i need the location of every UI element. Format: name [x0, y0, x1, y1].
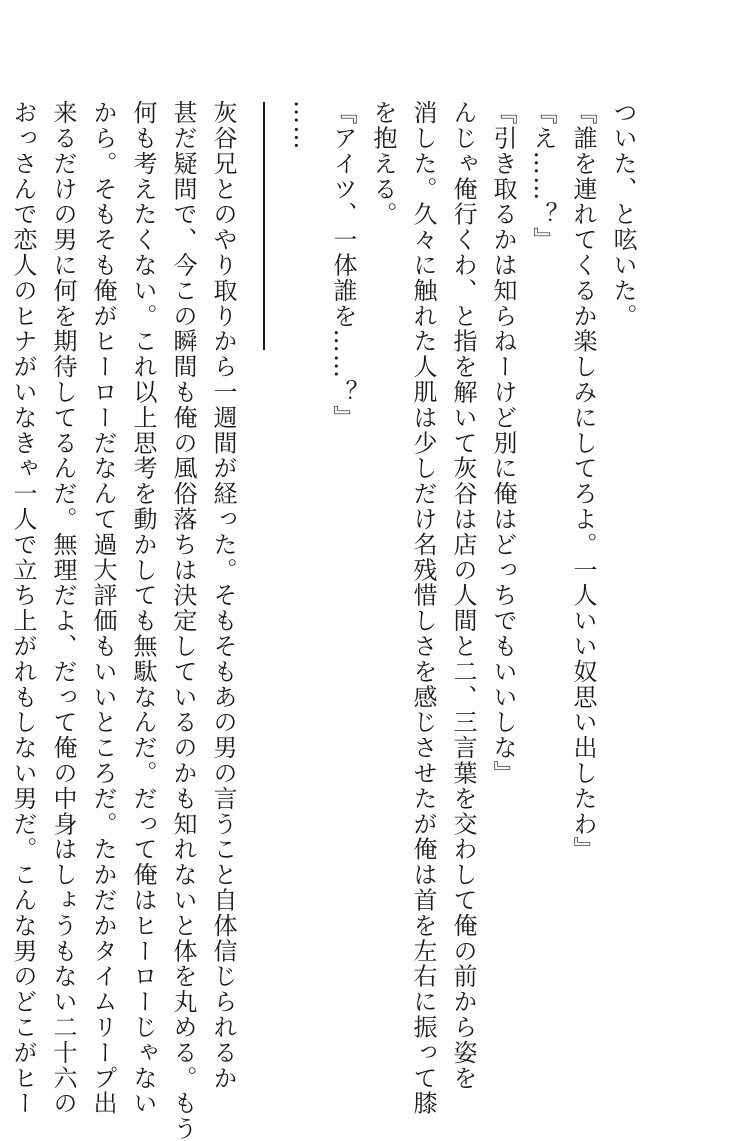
text-line: おっさんで恋人のヒナがいなきゃ一人で立ち上がれもしない男だ。こんな男のどこがヒー [9, 100, 37, 1116]
text-line: 消した。久々に触れた人肌は少しだけ名残惜しさを感じさせたが俺は首を左右に振って膝 [409, 100, 437, 1116]
text-line: ついた、と呟いた。 [609, 100, 637, 329]
text-line: 何も考えたくない。これ以上思考を動かしても無駄なんだ。だって俺はヒーローじゃない [129, 100, 157, 1116]
vertical-text-block [0, 100, 643, 1141]
text-line: 甚だ疑問で、今この瞬間も俺の風俗落ちは決定しているのかも知れないと体を丸める。もう [169, 100, 197, 1141]
text-line: を抱える。 [369, 100, 397, 227]
text-line: 灰谷兄とのやり取りから一週間が経った。そもそもあの男の言うこと自体信じられるか [209, 100, 237, 1091]
text-line: 『誰を連れてくるか楽しみにしてろよ。一人いい奴思い出したわ』 [569, 100, 597, 862]
text-line: 『アイツ、一体誰を……？』 [329, 100, 357, 431]
text-line: 『え……？』 [529, 100, 557, 253]
text-line: から。そもそも俺がヒーローだなんて過大評価もいいところだ。たかだかタイムリープ出 [89, 100, 117, 1116]
text-line: んじゃ俺行くわ、と指を解いて灰谷は店の人間と二、三言葉を交わして俺の前から姿を [449, 100, 477, 1091]
section-divider [243, 102, 283, 350]
text-line: 『引き取るかは知らねーけど別に俺はどっちでもいいしな』 [489, 100, 517, 786]
ellipsis-line: …… [289, 100, 317, 151]
text-line: 来るだけの男に何を期待してるんだ。無理だよ、だって俺の中身はしょうもない二十六の [49, 100, 77, 1116]
